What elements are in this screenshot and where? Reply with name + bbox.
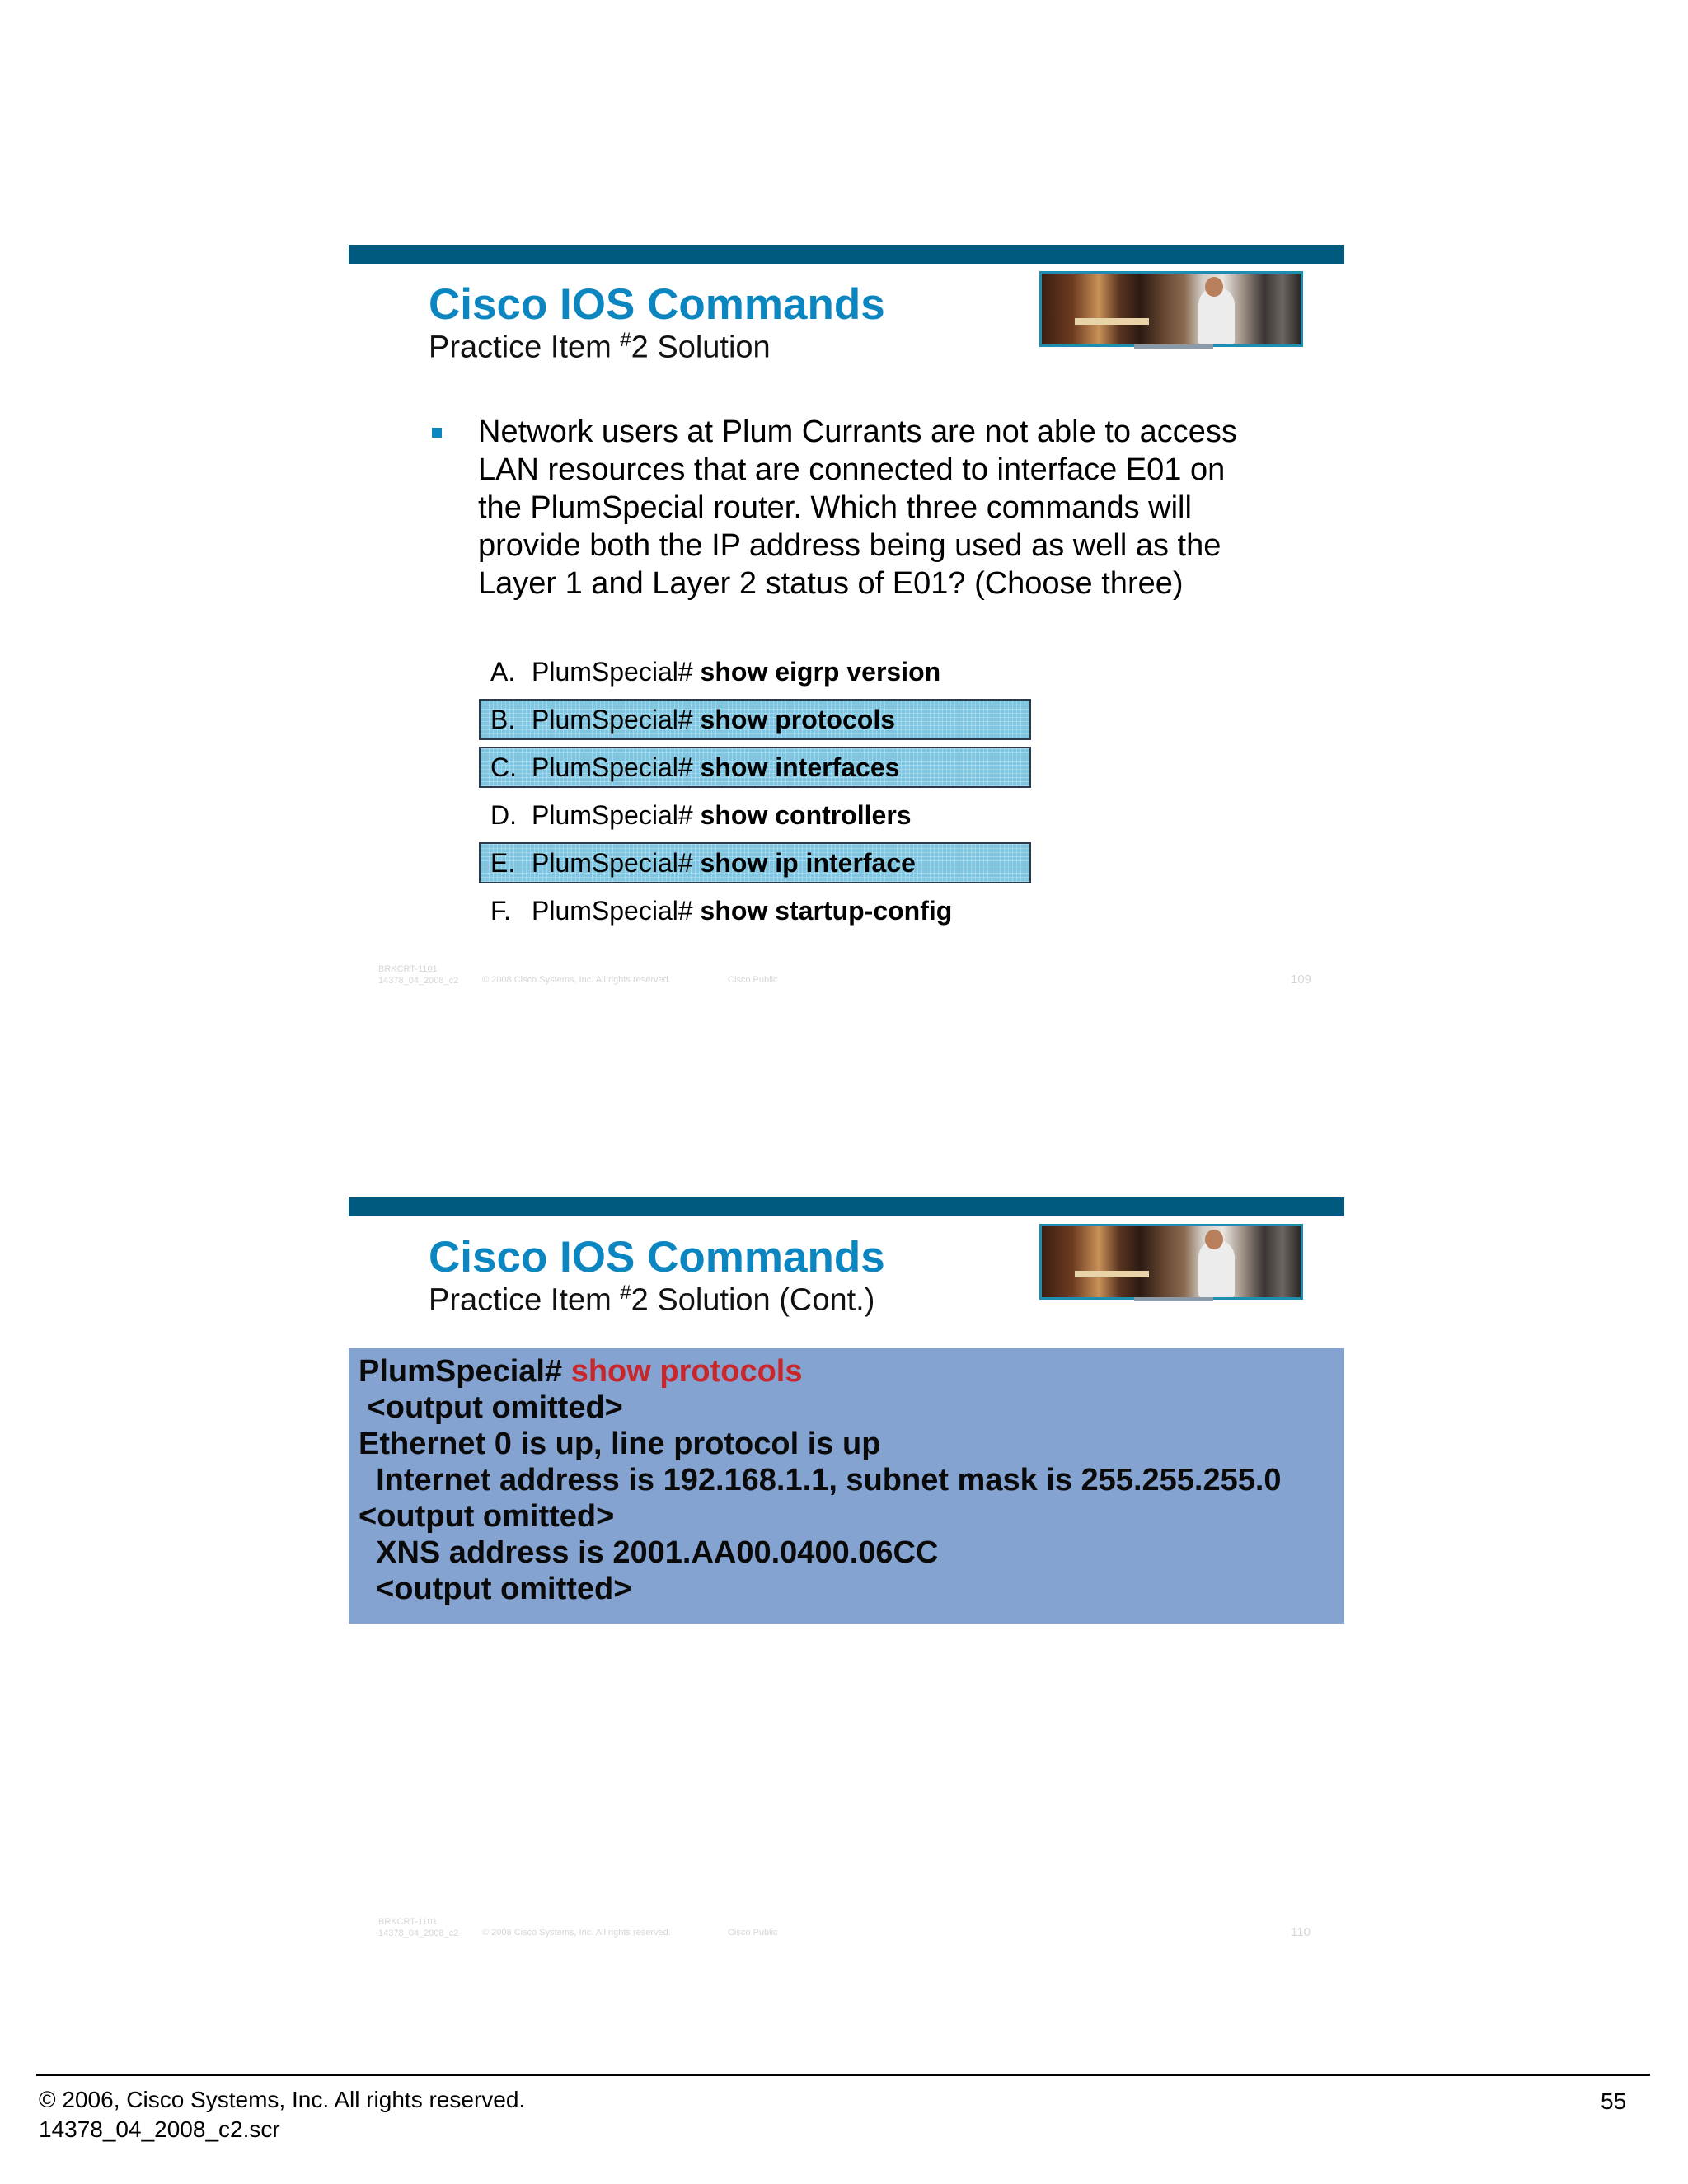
slide-top-bar bbox=[349, 245, 1344, 264]
answer-prompt: PlumSpecial# bbox=[532, 800, 693, 830]
slide-practice-item-cont bbox=[349, 1197, 1344, 1989]
slide-footer-copyright: © 2008 Cisco Systems, Inc. All rights reserved. bbox=[482, 1928, 671, 1938]
photo-shelf bbox=[1075, 318, 1149, 325]
slide-number: 110 bbox=[1291, 1925, 1311, 1939]
slide-number: 109 bbox=[1291, 972, 1312, 987]
slide-subtitle bbox=[429, 329, 771, 366]
answer-letter: E. bbox=[490, 848, 516, 878]
session-code: BRKCRT-1101 bbox=[378, 1917, 438, 1927]
subtitle-hash: # bbox=[620, 329, 631, 351]
cli-output-line: <output omitted> bbox=[359, 1390, 623, 1425]
slide-subtitle bbox=[429, 1282, 874, 1319]
answer-option-selected bbox=[479, 747, 1031, 788]
subtitle-hash: # bbox=[620, 1282, 631, 1304]
answer-letter: F. bbox=[490, 896, 511, 926]
subtitle-text-end: 2 Solution (Cont.) bbox=[631, 1282, 875, 1318]
answer-command: show interfaces bbox=[700, 752, 900, 782]
page-footer-copyright: © 2006, Cisco Systems, Inc. All rights reserved. bbox=[39, 2087, 526, 2112]
answer-option bbox=[479, 651, 1163, 692]
page-number: 55 bbox=[1601, 2088, 1627, 2114]
answer-command: show eigrp version bbox=[700, 657, 941, 687]
cli-output-line: Ethernet 0 is up, line protocol is up bbox=[359, 1427, 881, 1461]
answer-prompt: PlumSpecial# bbox=[532, 752, 693, 782]
page-footer-file: 14378_04_2008_c2.scr bbox=[39, 2116, 280, 2142]
slide-footer-classification: Cisco Public bbox=[728, 975, 778, 985]
cli-output-line: XNS address is 2001.AA00.0400.06CC bbox=[359, 1535, 939, 1570]
slide-top-bar bbox=[349, 1197, 1344, 1216]
answer-letter: D. bbox=[490, 800, 517, 830]
answer-prompt: PlumSpecial# bbox=[532, 896, 693, 926]
answer-list bbox=[479, 651, 1163, 938]
cli-output-line: Internet address is 192.168.1.1, subnet mask is 255.255.255.0 bbox=[359, 1463, 1282, 1497]
question-text: Network users at Plum Currants are not able to access LAN resources that are connected to interface E01 on the PlumSpecial router. Which three commands will provide both the IP address being used as well as the Layer 1 and Layer 2 status of E01? (Choose three) bbox=[478, 415, 1237, 601]
slide-footer-codes bbox=[378, 1916, 458, 1939]
answer-letter: C. bbox=[490, 752, 517, 782]
slide-footer-copyright: © 2008 Cisco Systems, Inc. All rights reserved. bbox=[482, 975, 671, 985]
answer-command: show protocols bbox=[700, 705, 895, 734]
answer-prompt: PlumSpecial# bbox=[532, 657, 693, 687]
session-code: BRKCRT-1101 bbox=[378, 964, 438, 974]
file-code: 14378_04_2008_c2 bbox=[378, 1929, 459, 1938]
header-photo bbox=[1039, 1224, 1303, 1300]
cli-output-line: <output omitted> bbox=[359, 1499, 615, 1534]
answer-letter: B. bbox=[490, 705, 516, 734]
answer-command: show controllers bbox=[700, 800, 912, 830]
header-photo bbox=[1039, 271, 1303, 347]
photo-person-head bbox=[1205, 277, 1223, 297]
subtitle-text: Practice Item bbox=[429, 1282, 621, 1318]
photo-shelf bbox=[1075, 1271, 1149, 1277]
cli-prompt: PlumSpecial# bbox=[359, 1354, 563, 1389]
slide-footer-codes bbox=[378, 963, 458, 987]
cli-command: show protocols bbox=[570, 1354, 803, 1389]
cli-output-line: <output omitted> bbox=[359, 1572, 632, 1606]
cli-output-box bbox=[349, 1348, 1344, 1624]
file-code: 14378_04_2008_c2 bbox=[378, 976, 459, 986]
answer-letter: A. bbox=[490, 657, 516, 687]
answer-option bbox=[479, 794, 1163, 836]
square-bullet-icon bbox=[432, 428, 442, 438]
slide-practice-item bbox=[349, 245, 1344, 1036]
slide-footer-classification: Cisco Public bbox=[728, 1928, 778, 1938]
cli-command-line bbox=[359, 1353, 1344, 1390]
subtitle-text-end: 2 Solution bbox=[631, 330, 771, 365]
answer-option-selected bbox=[479, 699, 1031, 740]
answer-prompt: PlumSpecial# bbox=[532, 705, 693, 734]
subtitle-text: Practice Item bbox=[429, 330, 621, 365]
answer-command: show startup-config bbox=[700, 896, 953, 926]
answer-option-selected bbox=[479, 842, 1031, 883]
answer-option bbox=[479, 890, 1163, 931]
photo-tab bbox=[1134, 1297, 1213, 1301]
slide-title: Cisco IOS Commands bbox=[429, 280, 885, 329]
photo-tab bbox=[1134, 344, 1213, 349]
slide-title: Cisco IOS Commands bbox=[429, 1233, 885, 1282]
page-footer-rule bbox=[36, 2074, 1650, 2076]
photo-person-head bbox=[1205, 1230, 1223, 1249]
answer-prompt: PlumSpecial# bbox=[532, 848, 693, 878]
answer-command: show ip interface bbox=[700, 848, 916, 878]
